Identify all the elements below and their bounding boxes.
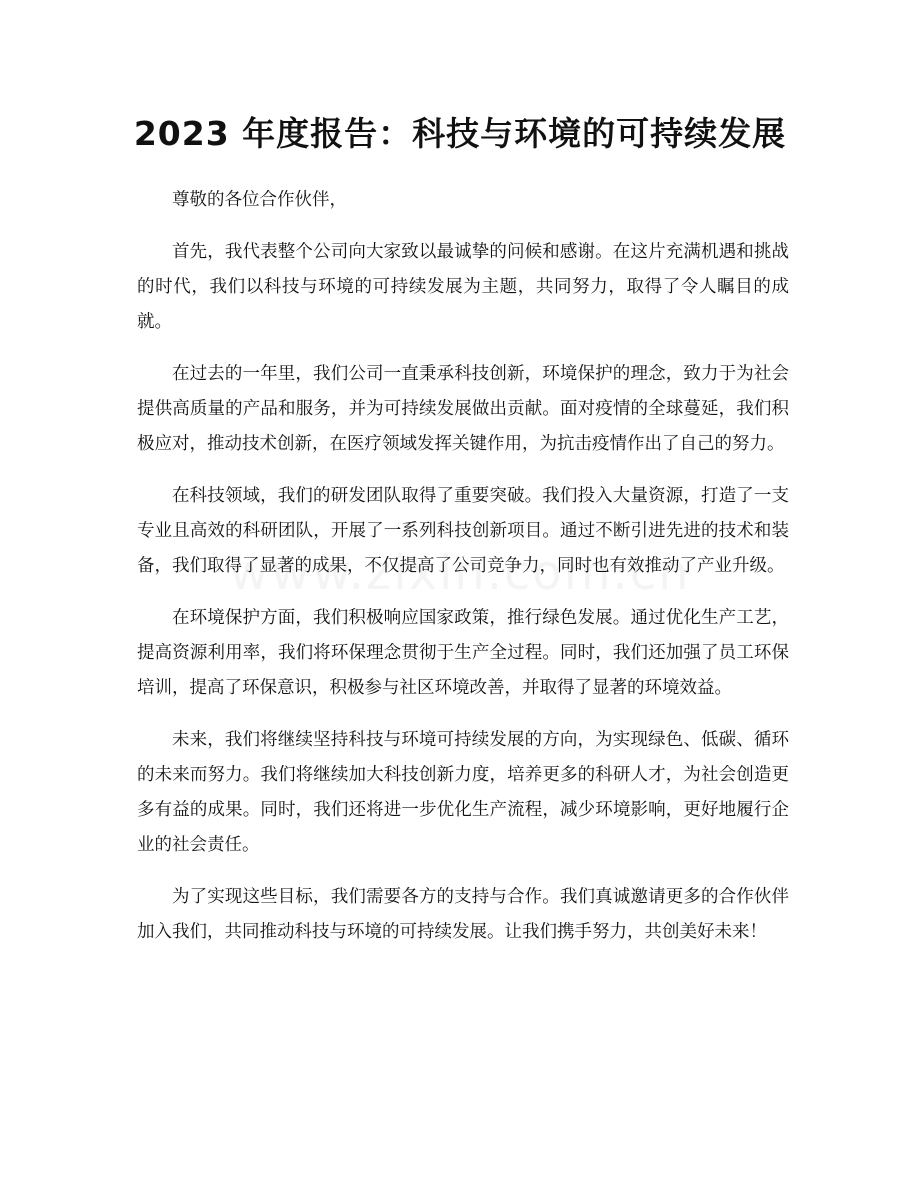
paragraph-closing: 为了实现这些目标，我们需要各方的支持与合作。我们真诚邀请更多的合作伙伴加入我们，共同推动科技与环境的可持续发展。让我们携手努力，共创美好未来！ — [137, 887, 789, 942]
document-body — [137, 183, 789, 967]
paragraph-greeting: 尊敬的各位合作伙伴， — [172, 190, 347, 210]
paragraph-opening: 首先，我代表整个公司向大家致以最诚挚的问候和感谢。在这片充满机遇和挑战的时代，我们以科技与环境的可持续发展为主题，共同努力，取得了令人瞩目的成就。 — [137, 242, 789, 332]
paragraph-future: 未来，我们将继续坚持科技与环境可持续发展的方向，为实现绿色、低碳、循环的未来而努力。我们将继续加大科技创新力度，培养更多的科研人才，为社会创造更多有益的成果。同时，我们还将进一步优化生产流程，减少环境影响，更好地履行企业的社会责任。 — [137, 730, 789, 855]
paragraph-environment: 在环境保护方面，我们积极响应国家政策，推行绿色发展。通过优化生产工艺，提高资源利用率，我们将环保理念贯彻于生产全过程。同时，我们还加强了员工环保培训，提高了环保意识，积极参与社区环境改善，并取得了显著的环境效益。 — [137, 608, 789, 698]
paragraph-technology: 在科技领域，我们的研发团队取得了重要突破。我们投入大量资源，打造了一支专业且高效的科研团队，开展了一系列科技创新项目。通过不断引进先进的技术和装备，我们取得了显著的成果，不仅提高了公司竞争力，同时也有效推动了产业升级。 — [137, 486, 789, 576]
document-title: 2023 年度报告：科技与环境的可持续发展 — [133, 114, 787, 153]
paragraph-past-year: 在过去的一年里，我们公司一直秉承科技创新，环境保护的理念，致力于为社会提供高质量的产品和服务，并为可持续发展做出贡献。面对疫情的全球蔓延，我们积极应对，推动技术创新，在医疗领域发挥关键作用，为抗击疫情作出了自己的努力。 — [137, 364, 789, 454]
